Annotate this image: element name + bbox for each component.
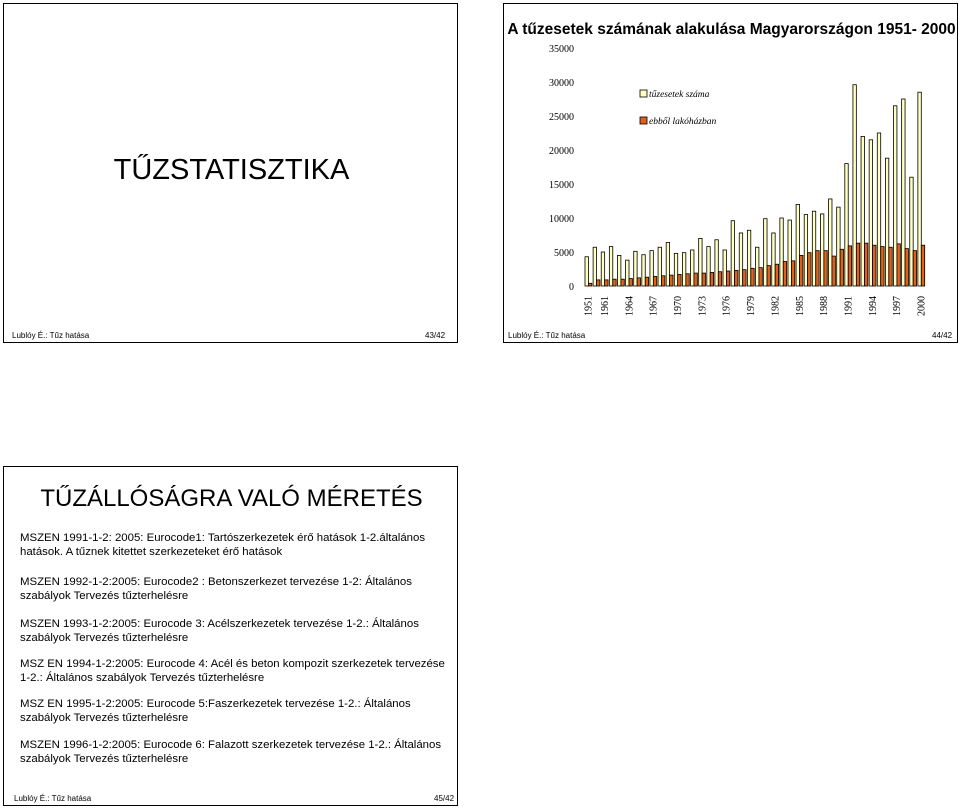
bar-fires-residential [759,268,762,286]
bar-fires-total [601,252,604,286]
y-tick-label: 10000 [549,214,574,225]
footer-page-number: 45/42 [434,794,455,803]
bar-fires-residential [775,264,778,286]
bar-fires-residential [605,280,608,286]
standard-paragraph: MSZ EN 1994-1-2:2005: Eurocode 4: Acél és beton kompozit szerkezetek tervezése 1-2.: Általános szabályok Tervezés tűzterhelésre [20,658,445,684]
y-tick-label: 25000 [549,112,574,123]
x-tick-label: 1982 [770,296,782,316]
bar-fires-residential [653,276,656,286]
bar-fires-residential [808,253,811,286]
bar-fires-residential [800,255,803,286]
footer-page-number: 43/42 [425,331,446,340]
bar-fires-residential [791,261,794,286]
bar-fires-residential [848,246,851,286]
x-tick-label: 1991 [843,296,855,316]
footer-author: Lublóy É.: Tűz hatása [14,794,92,803]
bar-fires-total [723,250,726,286]
bar-fires-residential [735,270,738,286]
bar-fires-total [666,242,669,286]
x-tick-label: 1964 [624,296,636,316]
bar-fires-residential [824,251,827,286]
x-tick-label: 1973 [697,296,709,316]
standard-paragraph: MSZEN 1996-1-2:2005: Eurocode 6: Falazott szerkezetek tervezése 1-2.: Általános szabályok Tervezés tűzterhelésre [20,739,442,765]
bar-fires-residential [816,251,819,286]
y-tick-label: 5000 [554,248,574,259]
bar-fires-residential [621,279,624,286]
bar-fires-total [804,215,807,286]
bar-fires-total [707,247,710,286]
standard-paragraph: MSZEN 1991-1-2: 2005: Eurocode1: Tartószerkezetek érő hatások 1-2.általános hatások. A tűznek kitettet szerkezeteket érő hatások [20,532,426,558]
y-tick-label: 30000 [549,78,574,89]
bar-fires-residential [670,275,673,286]
slide-title: TŰZÁLLÓSÁGRA VALÓ MÉRETÉS [40,485,423,512]
bar-fires-total [918,92,921,286]
bar-fires-total [626,260,629,286]
bar-fires-total [764,219,767,286]
bar-fires-residential [637,278,640,286]
bar-fires-residential [856,243,859,286]
bar-fires-residential [921,245,924,286]
bar-fires-total [691,250,694,286]
bar-fires-residential [629,279,632,286]
bar-fires-total [820,214,823,286]
bar-fires-total [812,211,815,286]
bar-fires-total [772,233,775,286]
bar-fires-residential [905,249,908,286]
bar-fires-total [910,177,913,286]
x-tick-label: 1994 [867,296,879,316]
bar-fires-residential [694,273,697,286]
chart-title: A tűzesetek számának alakulása Magyarországon 1951- 2000 [507,21,956,38]
standard-paragraph: MSZEN 1993-1-2:2005: Eurocode 3: Acélszerkezetek tervezése 1-2.: Általános szabályok Tervezés tűzterhelésre [20,618,419,644]
bar-fires-total [885,158,888,286]
bar-fires-residential [661,276,664,286]
fire-statistics-chart [504,4,959,344]
y-tick-label: 0 [569,282,574,293]
bar-fires-total [780,218,783,286]
bar-fires-total [658,247,661,286]
bar-fires-total [747,230,750,286]
bar-fires-total [869,140,872,286]
x-tick-label: 1997 [892,296,904,316]
footer-author: Lublóy É.: Tűz hatása [508,331,586,340]
bar-fires-total [609,247,612,286]
slide-tuzstatisztika [3,3,458,343]
x-tick-label: 1967 [648,296,660,316]
bar-fires-residential [613,279,616,286]
bar-fires-total [642,255,645,286]
bar-fires-total [902,99,905,286]
bar-fires-residential [718,272,721,286]
y-tick-label: 20000 [549,146,574,157]
bar-fires-total [731,221,734,286]
bar-fires-residential [686,274,689,286]
bar-fires-total [739,233,742,286]
bar-fires-residential [881,247,884,286]
bar-fires-residential [726,271,729,286]
legend-label: ebből lakóházban [649,117,717,127]
legend-label: tűzesetek száma [649,90,710,100]
bar-fires-residential [743,270,746,286]
bar-fires-total [853,85,856,286]
bar-fires-residential [678,274,681,286]
bar-fires-total [682,253,685,286]
standard-paragraph: MSZEN 1992-1-2:2005: Eurocode2 : Betonszerkezet tervezése 1-2: Általános szabályok Tervezés tűzterhelésre [20,576,412,602]
bar-fires-total [585,257,588,286]
x-tick-label: 1970 [672,296,684,316]
slide-tuzallosag [3,466,458,806]
bar-fires-residential [873,245,876,286]
legend-swatch [640,117,647,124]
bar-fires-total [845,164,848,286]
slide-title: TŰZSTATISZTIKA [113,154,350,186]
y-tick-label: 15000 [549,180,574,191]
bar-fires-total [593,247,596,286]
bar-fires-total [837,207,840,286]
x-tick-label: 1979 [746,296,758,316]
bar-fires-total [674,253,677,286]
bar-fires-residential [864,243,867,286]
bar-fires-total [877,133,880,286]
bar-fires-residential [645,277,648,286]
bar-fires-residential [702,273,705,286]
bar-fires-total [650,251,653,286]
bar-fires-total [634,251,637,286]
bar-fires-residential [840,249,843,286]
x-tick-label: 1961 [599,296,611,316]
y-tick-label: 35000 [549,44,574,55]
bar-fires-residential [710,272,713,286]
standard-paragraph: MSZ EN 1995-1-2:2005: Eurocode 5:Faszerkezetek tervezése 1-2.: Általános szabályok Tervezés tűzterhelésre [20,698,411,724]
legend-swatch [640,90,647,97]
footer-author: Lublóy É.: Tűz hatása [12,331,90,340]
bar-fires-total [796,204,799,286]
bar-fires-residential [913,251,916,286]
x-tick-label: 1976 [721,296,733,316]
bar-fires-total [699,238,702,286]
footer-page-number: 44/42 [932,331,953,340]
x-tick-label: 1985 [794,296,806,316]
slide-chart [503,3,958,343]
bar-fires-residential [588,283,591,286]
bar-fires-residential [783,262,786,286]
bar-fires-total [715,240,718,286]
bar-fires-residential [889,247,892,286]
x-tick-label: 1988 [819,296,831,316]
x-tick-label: 2000 [916,296,928,316]
bar-fires-residential [897,244,900,286]
bar-fires-total [756,247,759,286]
bar-fires-total [861,136,864,286]
bar-fires-residential [597,280,600,286]
bar-fires-residential [767,266,770,286]
x-tick-label: 1951 [583,296,595,316]
bar-fires-total [894,106,897,286]
bar-fires-residential [751,268,754,286]
bar-fires-total [617,255,620,286]
bar-fires-residential [832,256,835,286]
bar-fires-total [829,199,832,286]
bar-fires-total [788,220,791,286]
